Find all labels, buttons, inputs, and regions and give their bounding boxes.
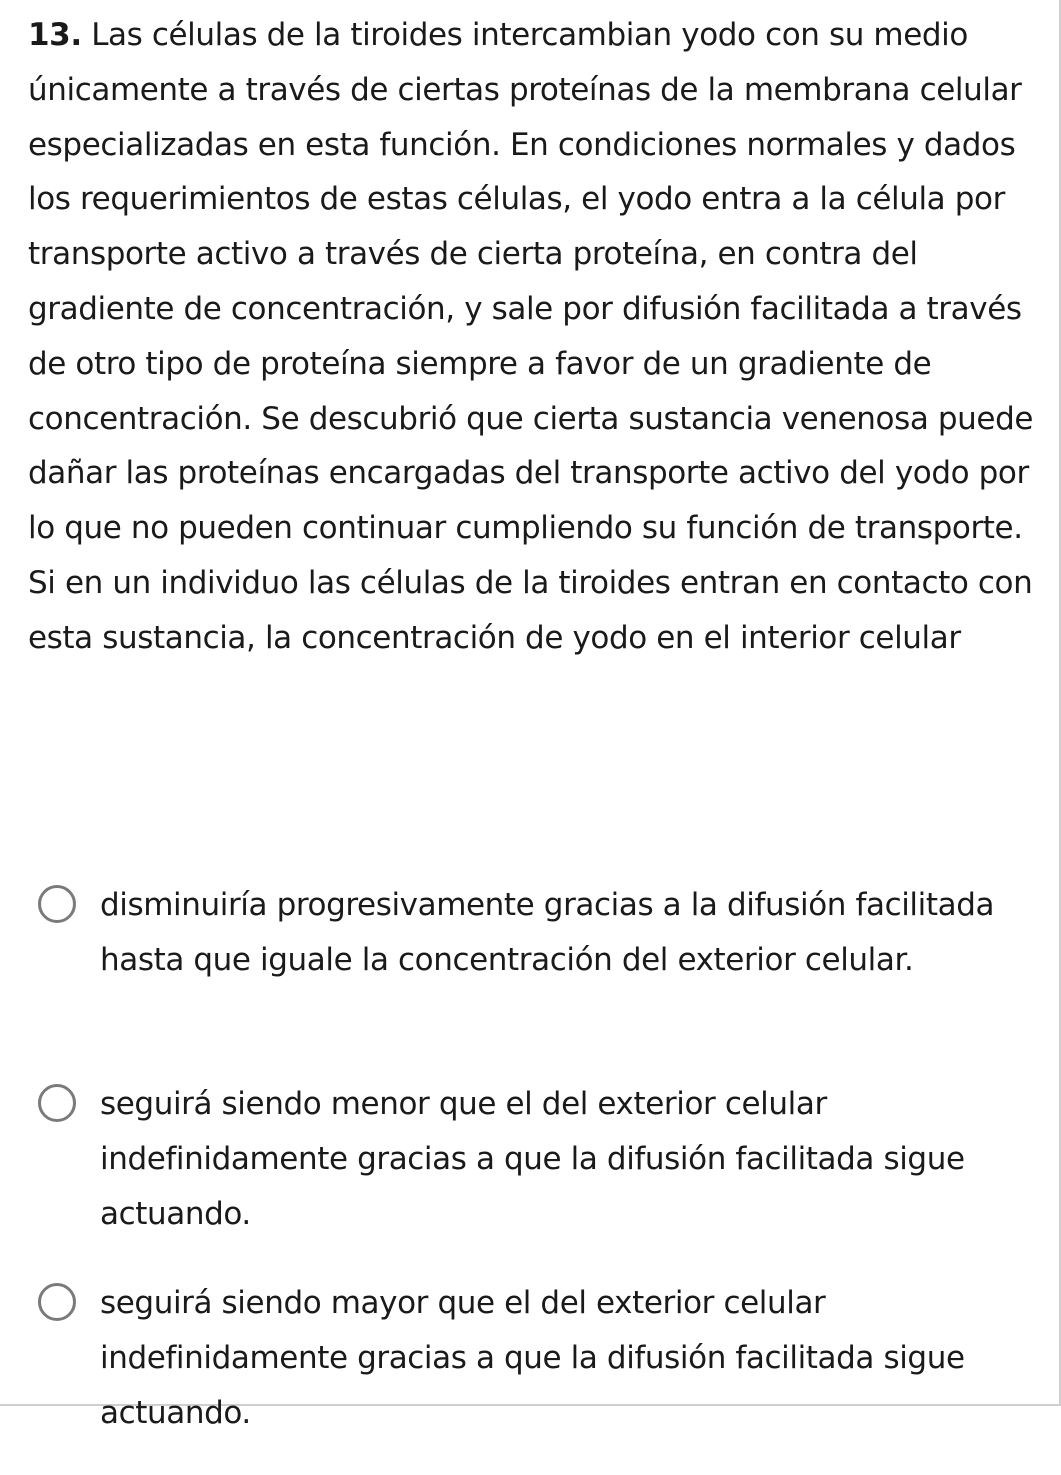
answer-option-2[interactable] xyxy=(0,1077,1059,1276)
answer-options xyxy=(0,878,1059,1475)
answer-option-label: disminuiría progresivamente gracias a la difusión facilitada hasta que iguale la concentración del exterior celular. xyxy=(100,887,995,978)
question-text: Las células de la tiroides intercambian yodo con su medio únicamente a través de ciertas proteínas de la membrana celular especializadas en esta función. En condiciones normales y dados los requerimientos de estas células, el yodo entra a la célula por transporte activo a través de cierta proteína, en contra del gradiente de concentración, y sale por difusión facilitada a través de otro tipo de proteína siempre a favor de un gradiente de concentración. Se descubrió que cierta sustancia venenosa puede dañar las proteínas encargadas del transporte activo del yodo por lo que no pueden continuar cumpliendo su función de transporte. Si en un individuo las células de la tiroides entran en contacto con esta sustancia, la concentración de yodo en el interior celular xyxy=(28,17,1034,656)
radio-button-icon[interactable] xyxy=(38,885,76,923)
answer-option-1[interactable] xyxy=(0,878,1059,1077)
answer-option-label: seguirá siendo mayor que el del exterior celular indefinidamente gracias a que la difusión facilitada sigue actuando. xyxy=(100,1285,965,1431)
answer-option-label: seguirá siendo menor que el del exterior celular indefinidamente gracias a que la difusión facilitada sigue actuando. xyxy=(100,1086,965,1232)
radio-button-icon[interactable] xyxy=(38,1084,76,1122)
answer-option-3[interactable] xyxy=(0,1276,1059,1475)
question-number: 13. xyxy=(28,17,82,53)
question-text-block xyxy=(28,8,1038,666)
radio-button-icon[interactable] xyxy=(38,1283,76,1321)
